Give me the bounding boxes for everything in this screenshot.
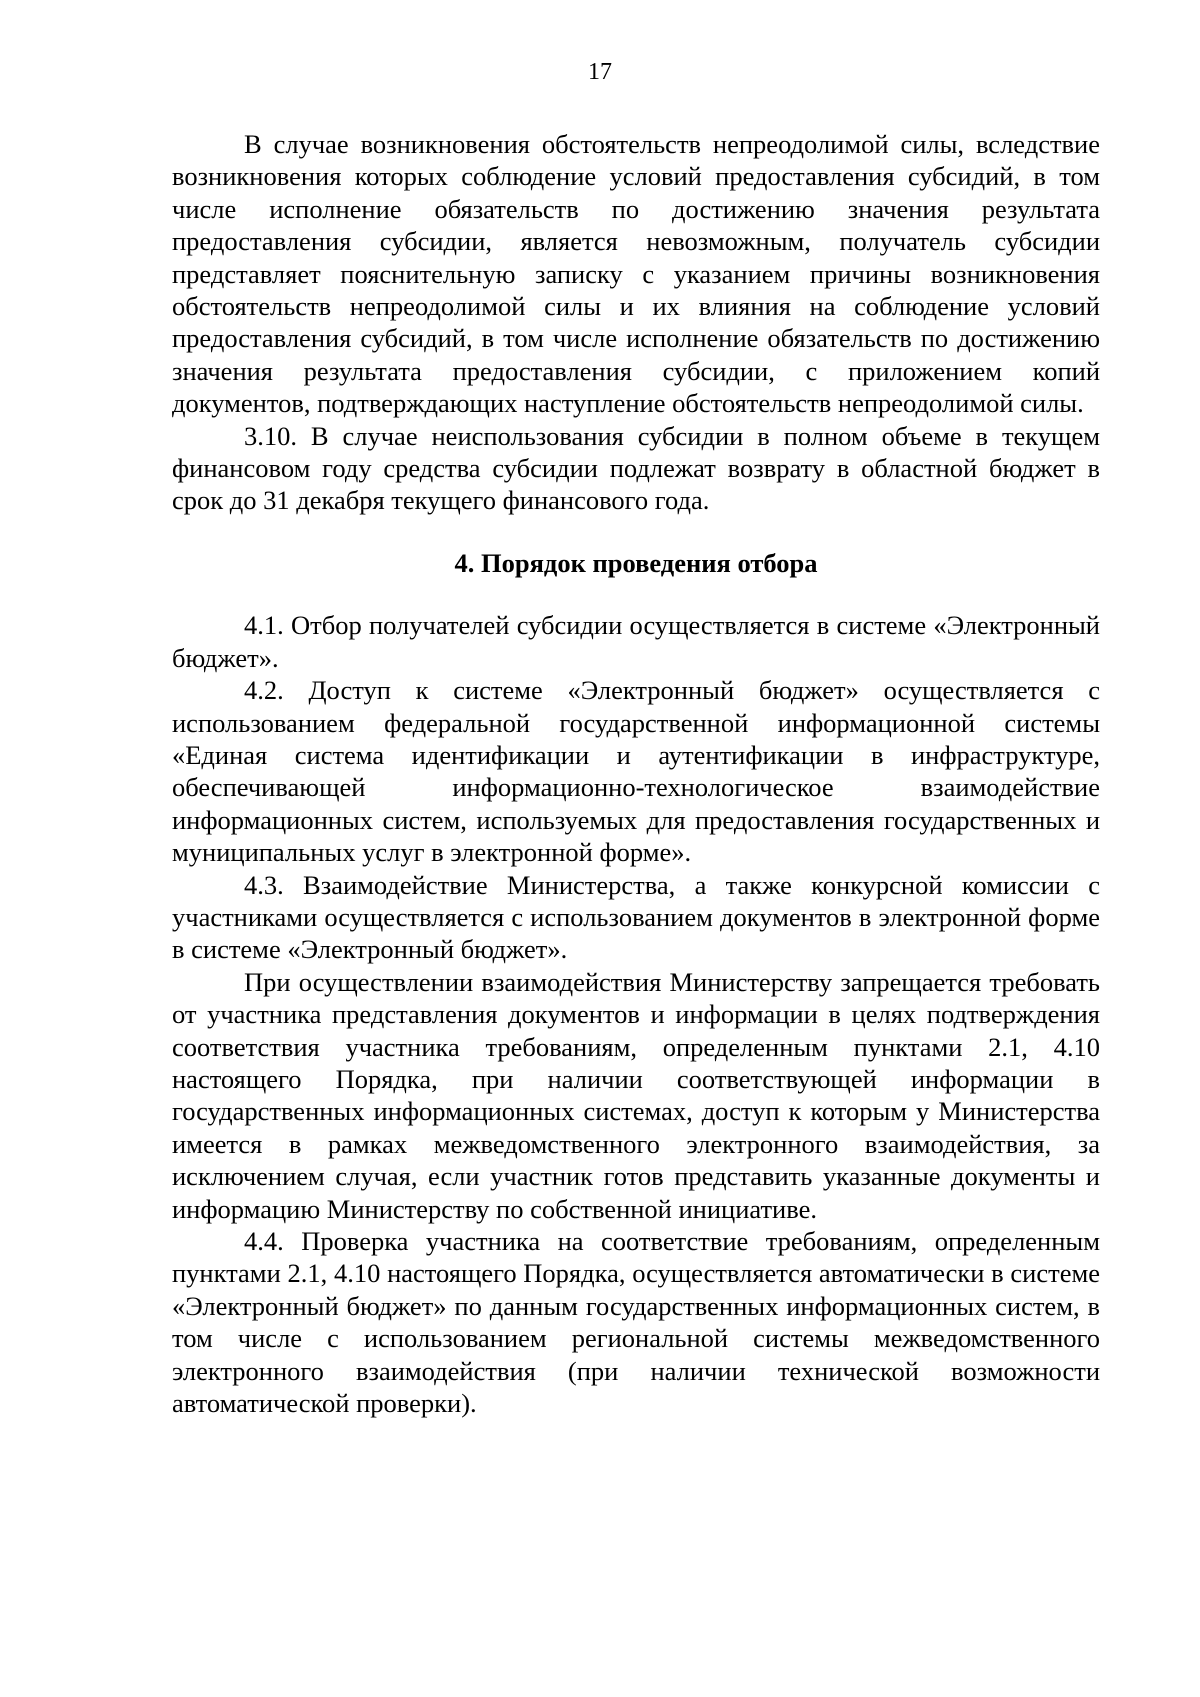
document-body [172, 128, 1100, 1419]
paragraph-4-3: 4.3. Взаимодействие Министерства, а также конкурсной комиссии с участниками осуществляется с использованием документов в электронной форме в системе «Электронный бюджет». [172, 869, 1100, 965]
paragraph-3-10: 3.10. В случае неиспользования субсидии в полном объеме в текущем финансовом году средства субсидии подлежат возврату в областной бюджет в срок до 31 декабря текущего финансового года. [172, 420, 1100, 516]
page-number: 17 [588, 59, 612, 85]
paragraph-force-majeure: В случае возникновения обстоятельств непреодолимой силы, вследствие возникновения которых соблюдение условий предоставления субсидий, в том числе исполнение обязательств по достижению значения результата предоставления субсидии, является невозможным, получатель субсидии представляет пояснительную записку с указанием причины возникновения обстоятельств непреодолимой силы и их влияния на соблюдение условий предоставления субсидий, в том числе исполнение обязательств по достижению значения результата предоставления субсидии, с приложением копий документов, подтверждающих наступление обстоятельств непреодолимой силы. [172, 129, 1100, 419]
paragraph-4-4: 4.4. Проверка участника на соответствие требованиям, определенным пунктами 2.1, 4.10 настоящего Порядка, осуществляется автоматически в системе «Электронный бюджет» по данным государственных информационных систем, в том числе с использованием региональной системы межведомственного электронного взаимодействия (при наличии технической возможности автоматической проверки). [172, 1226, 1100, 1419]
paragraph-4-2: 4.2. Доступ к системе «Электронный бюджет» осуществляется с использованием федеральной государственной информационной системы «Единая система идентификации и аутентификации в инфраструктуре, обеспечивающей информационно-технологическое взаимодействие информационных систем, используемых для предоставления государственных и муниципальных услуг в электронной форме». [172, 675, 1100, 868]
paragraph-4-1: 4.1. Отбор получателей субсидии осуществляется в системе «Электронный бюджет». [172, 610, 1100, 673]
section-heading: 4. Порядок проведения отбора [454, 547, 818, 578]
paragraph-4-3-prohibition: При осуществлении взаимодействия Министерству запрещается требовать от участника представления документов и информации в целях подтверждения соответствия участника требованиям, определенным пунктами 2.1, 4.10 настоящего Порядка, при наличии соответствующей информации в государственных информационных системах, доступ к которым у Министерства имеется в рамках межведомственного электронного взаимодействия, за исключением случая, если участник готов представить указанные документы и информацию Министерству по собственной инициативе. [172, 966, 1100, 1224]
